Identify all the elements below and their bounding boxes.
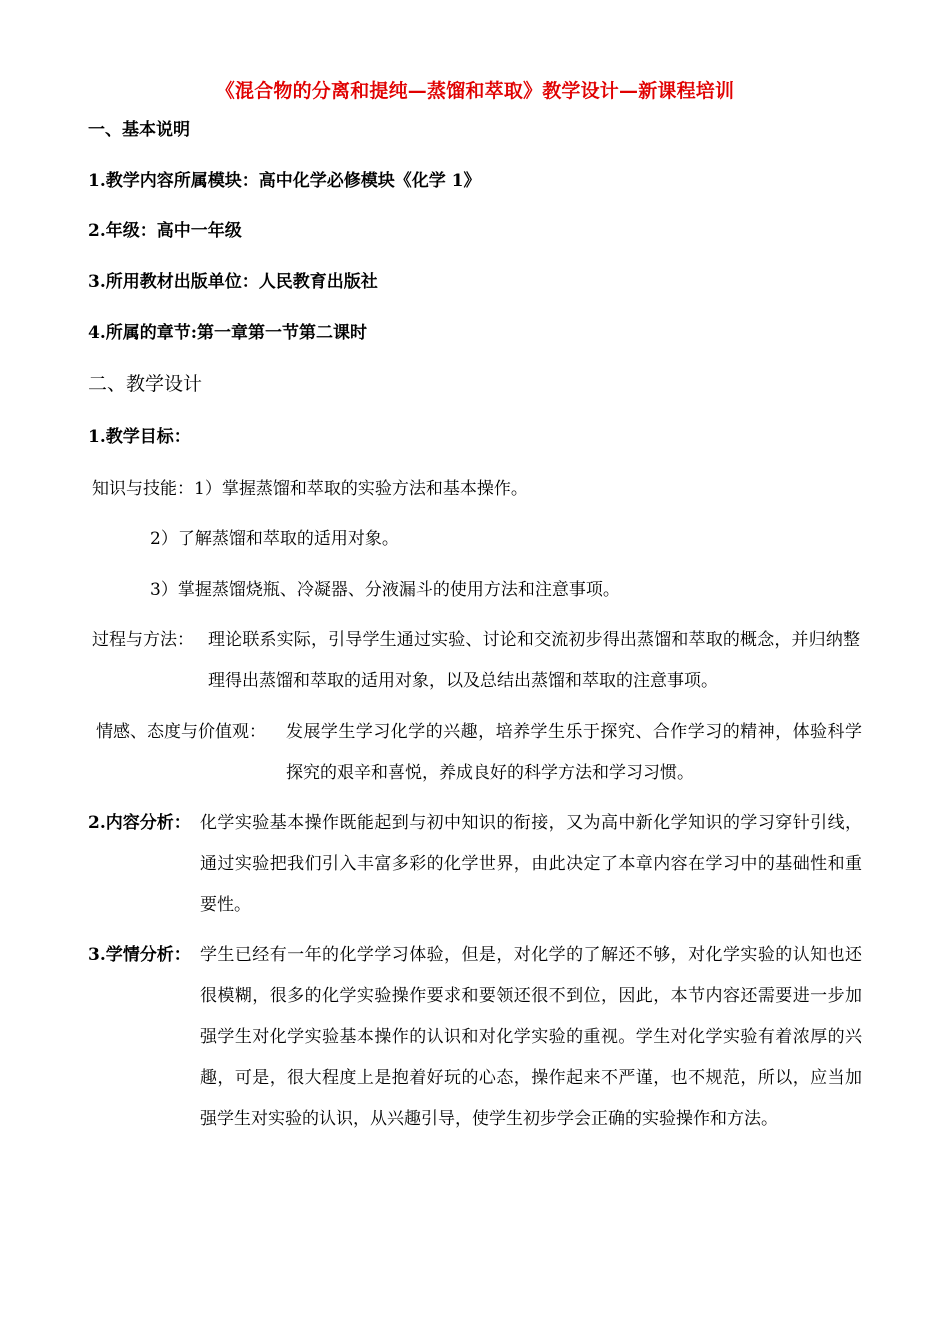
knowledge-item-1: 1）掌握蒸馏和萃取的实验方法和基本操作。	[194, 479, 528, 499]
process-methods-text: 理论联系实际，引导学生通过实验、讨论和交流初步得出蒸馏和萃取的概念，并归纳整理得出蒸馏和萃取的适用对象，以及总结出蒸馏和萃取的注意事项。	[208, 630, 860, 691]
student-analysis-paragraph	[88, 935, 864, 1185]
info-item-module: 1.教学内容所属模块：高中化学必修模块《化学 1》	[88, 171, 481, 191]
knowledge-skills-label: 知识与技能：	[92, 479, 194, 499]
content-analysis-text: 化学实验基本操作既能起到与初中知识的衔接，又为高中新化学知识的学习穿针引线，通过实验把我们引入丰富多彩的化学世界，由此决定了本章内容在学习中的基础性和重要性。	[200, 813, 862, 915]
knowledge-item-2: 2）了解蒸馏和萃取的适用对象。	[150, 529, 399, 549]
content-analysis-paragraph	[88, 803, 864, 927]
section-heading-basic-info: 一、基本说明	[88, 120, 190, 140]
student-analysis-label: 3.学情分析：	[88, 945, 191, 965]
emotion-values-text: 发展学生学习化学的兴趣，培养学生乐于探究、合作学习的精神，体验科学探究的艰辛和喜悦，养成良好的科学方法和学习习惯。	[286, 722, 862, 783]
process-methods-label: 过程与方法：	[92, 630, 194, 650]
knowledge-item-3: 3）掌握蒸馏烧瓶、冷凝器、分液漏斗的使用方法和注意事项。	[150, 580, 620, 600]
info-item-grade: 2.年级：高中一年级	[88, 221, 242, 241]
goals-heading: 1.教学目标：	[88, 427, 191, 447]
student-analysis-text: 学生已经有一年的化学学习体验，但是，对化学的了解还不够，对化学实验的认知也还很模糊，很多的化学实验操作要求和要领还很不到位，因此，本节内容还需要进一步加强学生对化学实验基本操作的认识和对化学实验的重视。学生对化学实验有着浓厚的兴趣，可是，很大程度上是抱着好玩的心态，操作起来不严谨，也不规范，所以，应当加强学生对实验的认识，从兴趣引导，使学生初步学会正确的实验操作和方法。	[200, 945, 862, 1129]
emotion-values-paragraph	[96, 712, 864, 794]
section-heading-teaching-design: 二、教学设计	[88, 373, 203, 395]
emotion-values-label: 情感、态度与价值观：	[96, 722, 266, 742]
process-methods-paragraph	[92, 620, 862, 702]
knowledge-skills-line-1	[92, 477, 528, 501]
info-item-publisher: 3.所用教材出版单位：人民教育出版社	[88, 272, 378, 292]
content-analysis-label: 2.内容分析：	[88, 813, 191, 833]
info-item-chapter: 4.所属的章节:第一章第一节第二课时	[88, 323, 368, 343]
document-title: 《混合物的分离和提纯—蒸馏和萃取》教学设计—新课程培训	[215, 80, 735, 102]
